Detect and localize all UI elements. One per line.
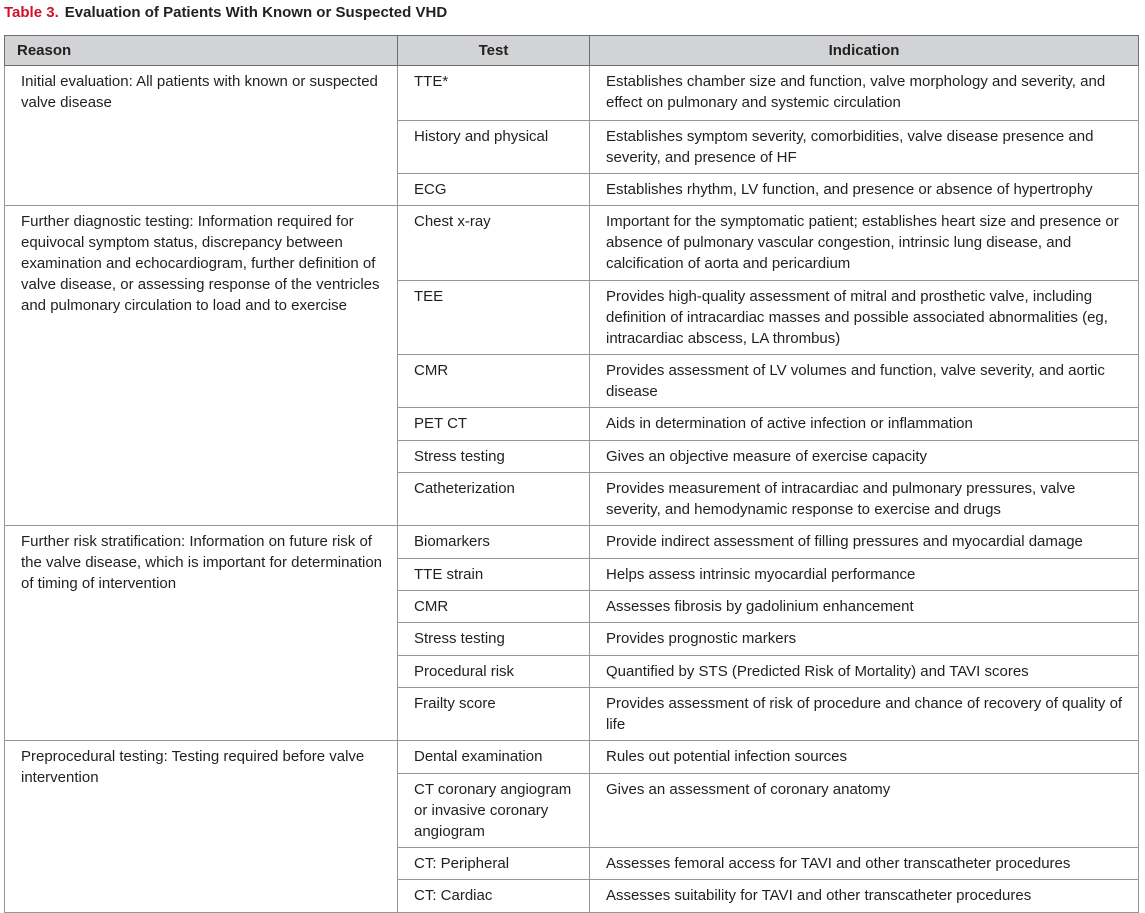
test-cell: History and physical [398,121,590,174]
indication-cell: Establishes symptom severity, comorbidities, valve disease presence and severity, and presence of HF [590,121,1139,174]
indication-cell: Rules out potential infection sources [590,741,1139,774]
header-row [5,36,1139,66]
header-reason: Reason [5,36,398,66]
indication-cell: Aids in determination of active infection or inflammation [590,408,1139,441]
test-cell: Dental examination [398,741,590,774]
test-cell: ECG [398,174,590,206]
indication-cell: Helps assess intrinsic myocardial performance [590,559,1139,591]
indication-cell: Quantified by STS (Predicted Risk of Mortality) and TAVI scores [590,656,1139,688]
indication-cell: Gives an assessment of coronary anatomy [590,774,1139,848]
indication-cell: Provides measurement of intracardiac and pulmonary pressures, valve severity, and hemodynamic response to exercise and drugs [590,473,1139,526]
table-row [5,526,1139,559]
indication-cell: Important for the symptomatic patient; establishes heart size and presence or absence of pulmonary vascular congestion, intrinsic lung disease, and calcification of aorta and pericardium [590,206,1139,281]
test-cell: CT: Cardiac [398,880,590,913]
test-cell: TEE [398,281,590,355]
indication-cell: Establishes rhythm, LV function, and presence or absence of hypertrophy [590,174,1139,206]
reason-cell: Preprocedural testing: Testing required before valve intervention [5,741,398,913]
test-cell: TTE strain [398,559,590,591]
indication-cell: Assesses suitability for TAVI and other transcatheter procedures [590,880,1139,913]
indication-cell: Provides high-quality assessment of mitral and prosthetic valve, including definition of intracardiac masses and possible associated abnormalities (eg, intracardiac abscess, LA thrombus) [590,281,1139,355]
table-number: Table 3. [4,4,59,21]
indication-cell: Provides assessment of LV volumes and function, valve severity, and aortic disease [590,355,1139,408]
test-cell: Chest x-ray [398,206,590,281]
test-cell: Stress testing [398,441,590,473]
indication-cell: Assesses fibrosis by gadolinium enhancement [590,591,1139,623]
test-cell: Frailty score [398,688,590,741]
evaluation-table [4,35,1139,913]
test-cell: CMR [398,355,590,408]
indication-cell: Establishes chamber size and function, valve morphology and severity, and effect on pulmonary and systemic circulation [590,66,1139,121]
indication-cell: Provide indirect assessment of filling pressures and myocardial damage [590,526,1139,559]
test-cell: Stress testing [398,623,590,656]
test-cell: CT: Peripheral [398,848,590,880]
table-body [5,66,1139,913]
reason-cell: Initial evaluation: All patients with known or suspected valve disease [5,66,398,206]
reason-cell: Further diagnostic testing: Information required for equivocal symptom status, discrepancy between examination and echocardiogram, further definition of valve disease, or assessing response of the ventricles and pulmonary circulation to load and to exercise [5,206,398,526]
indication-cell: Assesses femoral access for TAVI and other transcatheter procedures [590,848,1139,880]
test-cell: Catheterization [398,473,590,526]
indication-cell: Gives an objective measure of exercise capacity [590,441,1139,473]
table-row [5,741,1139,774]
indication-cell: Provides assessment of risk of procedure and chance of recovery of quality of life [590,688,1139,741]
table-row [5,206,1139,281]
table-row [5,66,1139,121]
table-title: Evaluation of Patients With Known or Suspected VHD [64,4,448,21]
test-cell: CT coronary angiogram or invasive coronary angiogram [398,774,590,848]
test-cell: PET CT [398,408,590,441]
table-caption [4,4,447,24]
reason-cell: Further risk stratification: Information on future risk of the valve disease, which is important for determination of timing of intervention [5,526,398,741]
header-test: Test [398,36,590,66]
header-indication: Indication [590,36,1139,66]
test-cell: CMR [398,591,590,623]
test-cell: Biomarkers [398,526,590,559]
test-cell: Procedural risk [398,656,590,688]
indication-cell: Provides prognostic markers [590,623,1139,656]
test-cell: TTE* [398,66,590,121]
